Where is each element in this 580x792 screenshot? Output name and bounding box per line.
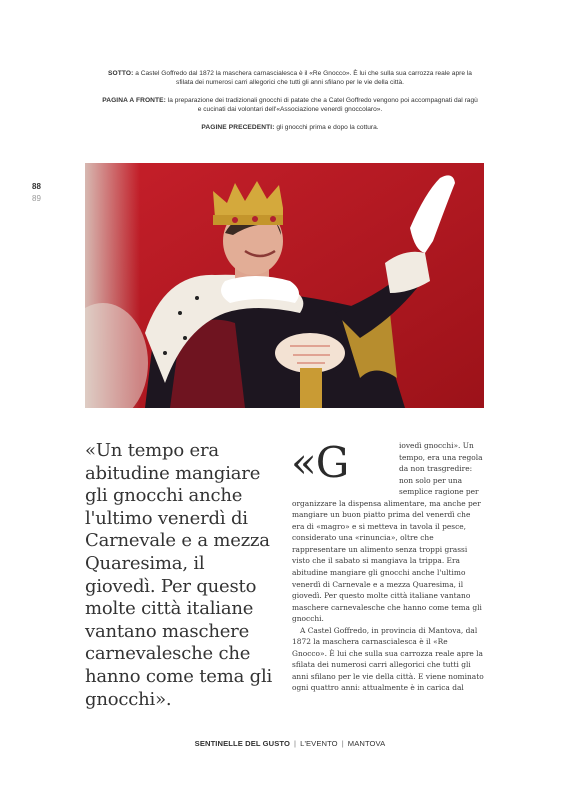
caption-previous-pages xyxy=(100,123,480,132)
caption-label: PAGINE PRECEDENTI: xyxy=(201,123,275,131)
pull-quote: «Un tempo era abitudine mangiare gli gnocchi anche l'ultimo venerdì di Carnevale e a mezza Quaresima, il giovedì. Per questo molte città italiane vantano maschere carnevalesche che hanno come tema gli gnocchi». xyxy=(85,440,273,710)
page-number-current: 88 xyxy=(32,182,41,191)
article-paragraph: iovedì gnocchi». Un tempo, era una regola da non trasgredire: non solo per una semplice ragione per organizzare la dispensa alimentare, ma anche per mangiare un buon piatto prima del venerdì che era di «magro» e si metteva in tavola il pesce, considerato una «rinuncia», oltre che rappresentare un alimento senza troppi grassi visto che il sabato si mangiava la trippa. Era abitudine mangiare gli gnocchi anche l'ultimo venerdì di Carnevale e a mezza Quaresima, il giovedì. Per questo molte città italiane vantano maschere carnevalesche che hanno come tema gli gnocchi. xyxy=(292,441,483,624)
page-numbers xyxy=(32,181,41,205)
footer-location: MANTOVA xyxy=(347,739,386,748)
caption-below xyxy=(100,69,480,87)
footer-section: L'EVENTO xyxy=(300,739,338,748)
caption-text: la preparazione dei tradizionali gnocchi di patate che a Catel Goffredo vengono poi accompagnati dal ragù e cucinati dai volontari dell'«Associazione venerdì gnoccolaro». xyxy=(165,96,478,114)
page-footer xyxy=(0,739,580,748)
drop-cap: «G xyxy=(291,438,349,487)
magazine-name: SENTINELLE DEL GUSTO xyxy=(194,739,291,748)
article-paragraph: A Castel Goffredo, in provincia di Mantova, dal 1872 la maschera carnascialesca è il «Re Gnocco». È lui che sulla sua carrozza reale apre la sfilata dei numerosi carri allegorici che tutti gli anni sfilano per le vie della città. E viene nominato ogni quattro anni: attualmente è in carica dal xyxy=(292,625,484,693)
footer-separator: | xyxy=(341,739,344,748)
photo-captions xyxy=(100,69,480,141)
page-number-facing: 89 xyxy=(32,194,41,203)
caption-facing-page xyxy=(100,96,480,114)
caption-text: gli gnocchi prima e dopo la cottura. xyxy=(274,123,379,131)
caption-label: SOTTO: xyxy=(108,70,134,77)
re-gnocco-photo xyxy=(85,163,484,408)
caption-label: PAGINA A FRONTE: xyxy=(102,96,166,104)
king-figure-illustration xyxy=(85,163,484,408)
article-body xyxy=(292,440,484,705)
footer-separator: | xyxy=(294,739,297,748)
caption-text: a Castel Goffredo dal 1872 la maschera carnascialesca è il «Re Gnocco». È lui che sulla sua carrozza reale apre la sfilata dei numerosi carri allegorici che tutti gli anni sfilano per le vie della città. xyxy=(133,70,472,87)
